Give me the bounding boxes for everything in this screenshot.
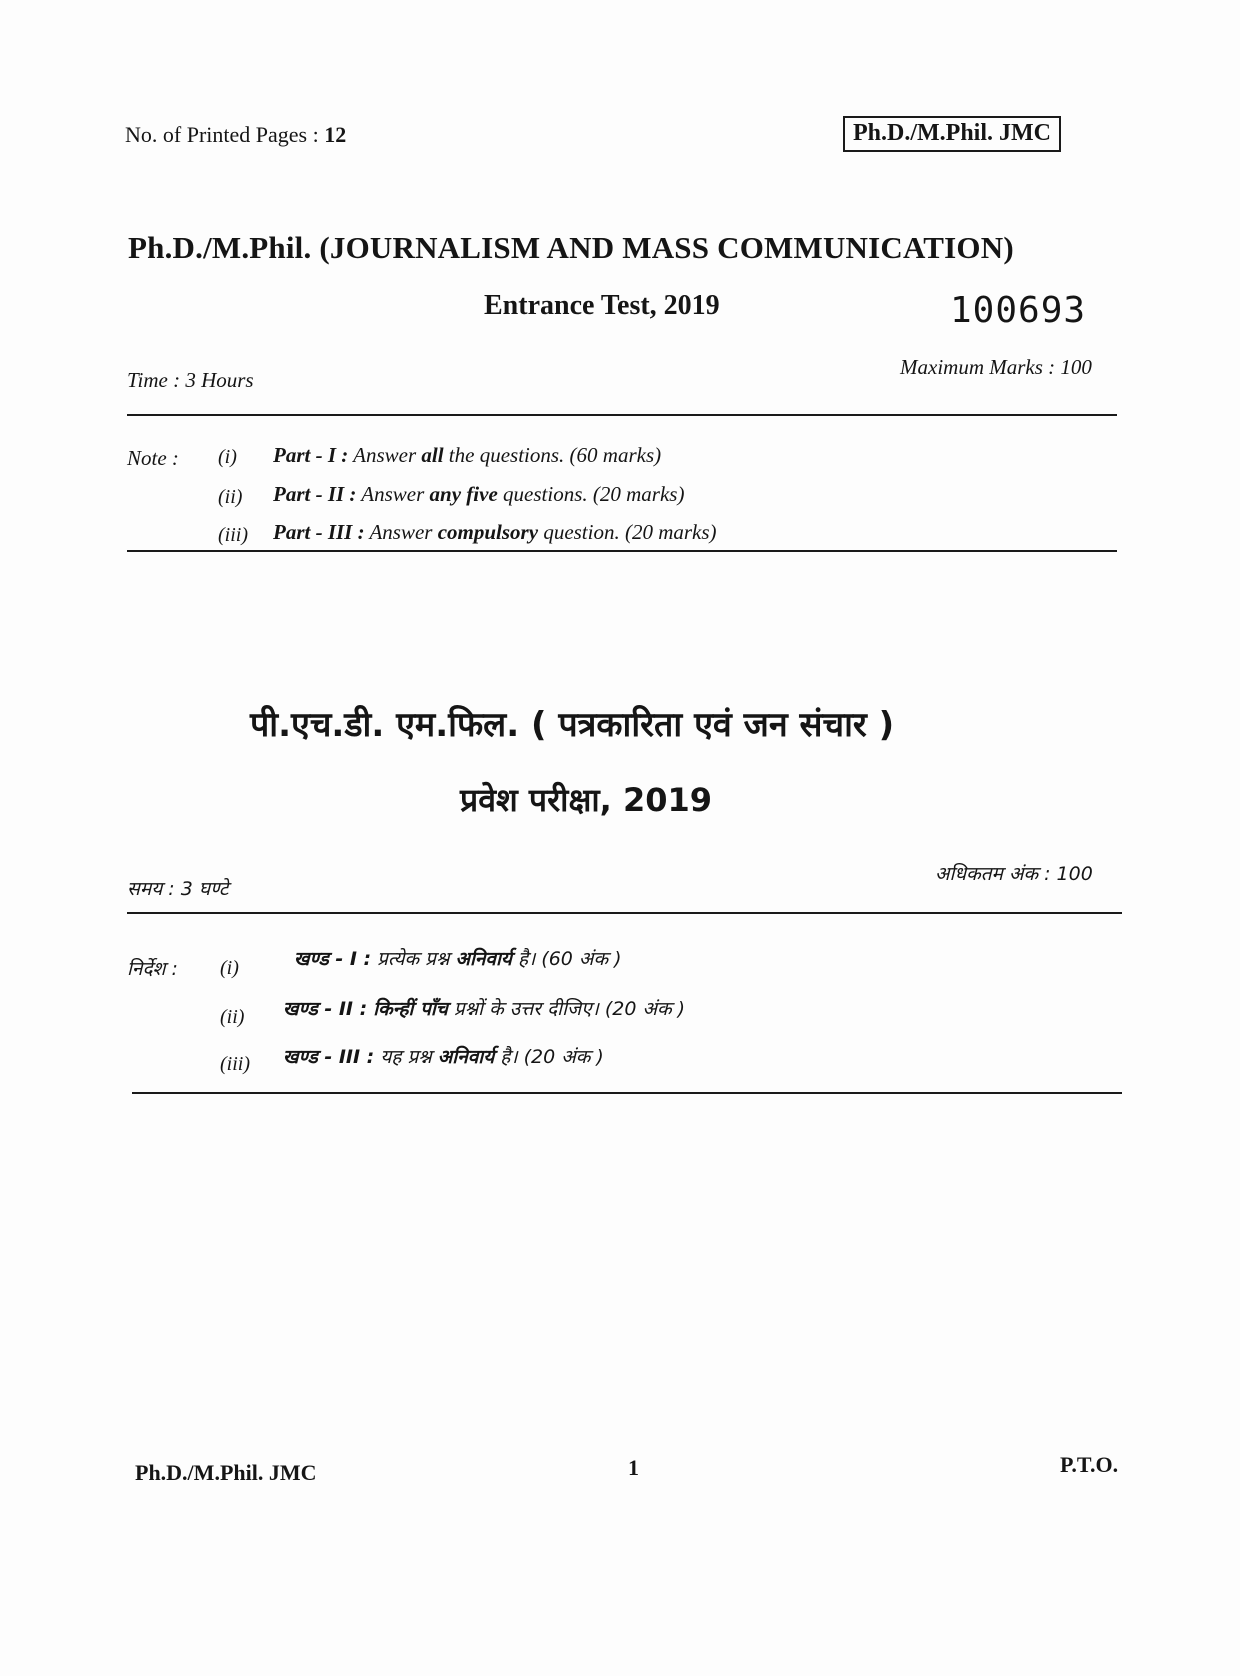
note-text: Answer [356, 482, 430, 506]
note-part-label: Part - II : [273, 482, 357, 506]
note-emphasis: अनिवार्य [455, 948, 512, 970]
hindi-time: समय : 3 घण्टे [127, 878, 229, 900]
english-note-item [273, 520, 717, 545]
hindi-max-marks: अधिकतम अंक : 100 [935, 863, 1093, 885]
hindi-note-label: निर्देश : [127, 958, 178, 980]
english-max-marks: Maximum Marks : 100 [900, 355, 1092, 379]
note-text: प्रश्नों के उत्तर दीजिए। (20 अंक ) [447, 998, 686, 1020]
printed-pages-value: 12 [324, 122, 347, 147]
footer-paper-code: Ph.D./M.Phil. JMC [135, 1460, 317, 1485]
note-text: questions. (20 marks) [497, 482, 685, 506]
english-note-number: (iii) [218, 524, 248, 546]
paper-code-box: Ph.D./M.Phil. JMC [843, 116, 1061, 152]
note-emphasis: अनिवार्य [437, 1046, 495, 1068]
hindi-note-number: (ii) [220, 1006, 245, 1028]
hindi-subtitle: प्रवेश परीक्षा, 2019 [460, 781, 713, 819]
english-title: Ph.D./M.Phil. (JOURNALISM AND MASS COMMUNICATION) [128, 230, 1014, 265]
note-text: है। (60 अंक ) [511, 948, 622, 970]
note-emphasis: किन्हीं पाँच [373, 998, 448, 1020]
english-subtitle: Entrance Test, 2019 [484, 290, 720, 321]
hindi-note-number: (iii) [220, 1053, 250, 1075]
note-part-label: खण्ड - II : [283, 998, 368, 1020]
please-turn-over: P.T.O. [1060, 1452, 1119, 1477]
divider-hindi-top [127, 912, 1122, 914]
serial-number: 100693 [950, 290, 1087, 331]
english-note-label: Note : [127, 446, 179, 470]
note-text: यह प्रश्न [374, 1046, 438, 1068]
divider-english-bottom [127, 550, 1117, 552]
english-note-item [273, 443, 661, 468]
note-text: question. (20 marks) [538, 520, 717, 544]
note-emphasis: compulsory [437, 520, 539, 544]
note-part-label: Part - III : [273, 520, 365, 544]
note-text: Answer [364, 520, 438, 544]
printed-pages-label: No. of Printed Pages : [125, 122, 325, 147]
note-emphasis: all [421, 443, 444, 467]
hindi-note-item [283, 995, 685, 1021]
note-text: प्रत्येक प्रश्न [371, 948, 456, 970]
english-note-item [273, 482, 684, 507]
hindi-note-item [283, 1043, 604, 1069]
printed-pages-count [125, 122, 346, 148]
english-time: Time : 3 Hours [127, 368, 254, 392]
divider-hindi-bottom [132, 1092, 1122, 1094]
note-part-label: Part - I : [273, 443, 349, 467]
page-number: 1 [628, 1455, 639, 1480]
hindi-note-number: (i) [220, 957, 239, 979]
note-text: है। (20 अंक ) [494, 1046, 604, 1068]
english-note-number: (i) [218, 446, 237, 468]
note-emphasis: any five [429, 482, 498, 506]
hindi-note-item [294, 945, 622, 971]
note-text: the questions. (60 marks) [443, 443, 662, 467]
hindi-title: पी.एच.डी. एम.फिल. ( पत्रकारिता एवं जन संचार ) [250, 705, 895, 745]
english-note-number: (ii) [218, 486, 243, 508]
divider-english-top [127, 414, 1117, 416]
note-part-label: खण्ड - III : [283, 1046, 375, 1068]
note-text: Answer [348, 443, 422, 467]
note-part-label: खण्ड - I : [294, 948, 372, 970]
